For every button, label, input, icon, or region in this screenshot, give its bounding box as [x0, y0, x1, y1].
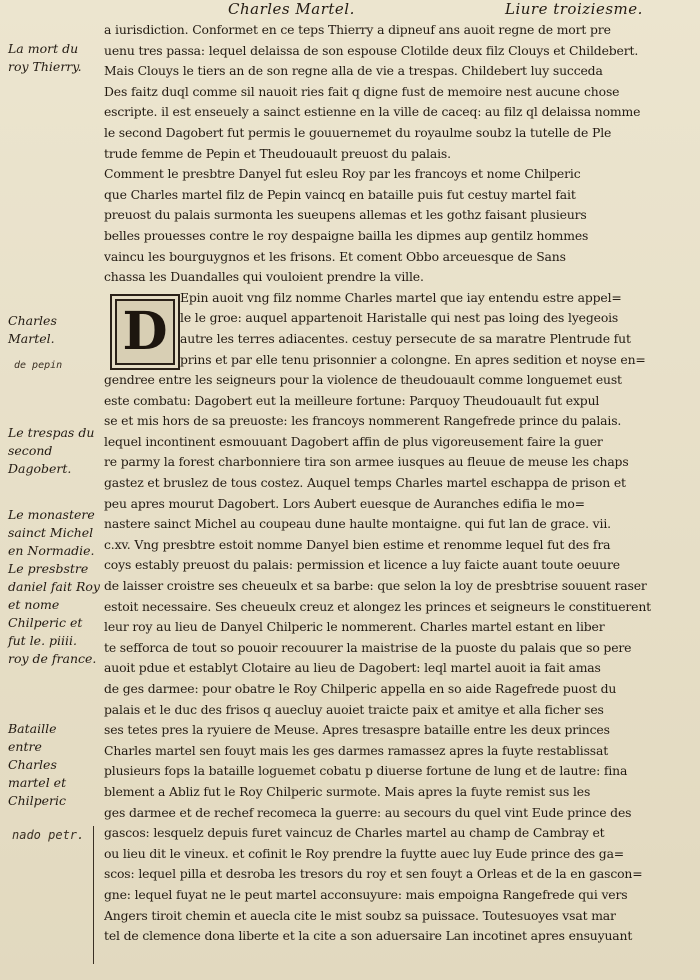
text-line: autre les terres adiacentes. cestuy persecute de sa maratre Plentrude fut [180, 330, 631, 346]
text-line: este combatu: Dagobert eut la meilleure fortune: Parquoy Theudouault fut expul [104, 392, 600, 408]
text-line: gne: lequel fuyat ne le peut martel acconsuyure: mais empoigna Rangefrede qui vers [104, 886, 628, 902]
text-line: palais et le duc des frisos q auecluy auoiet traicte paix et amitye et alla ficher ses [104, 701, 604, 717]
margin-note-battle: Bataille entre Charles martel et Chilperic [8, 721, 67, 808]
text-line: coys estably preuost du palais: permission et licence a luy faicte auant toute oeuure [104, 557, 620, 573]
text-line: escripte. il est enseuely a sainct estienne en la ville de caceq: au filz ql delaissa nomme [104, 104, 641, 120]
text-line: plusieurs fops la bataille loguemet cobatu p diuerse fortune de lung et de lautre: fina [104, 763, 628, 779]
text-line: de ges darmee: pour obatre le Roy Chilperic appella en so aide Ragefrede puost du [104, 681, 617, 696]
margin-note-death-thierry: La mort du roy Thierry. [8, 41, 82, 74]
margin-note-charles-martel: Charles Martel. [8, 313, 57, 346]
text-line: Des faitz duql comme sil nauoit ries fait q digne fust de memoire nest aucune chose [104, 83, 620, 99]
text-line: nastere sainct Michel au coupeau dune haulte montaigne. qui fut lan de grace. vii. [104, 516, 611, 532]
text-line: blement a Abliz fut le Roy Chilperic surmote. Mais apres la fuyte remist sus les [104, 783, 591, 799]
text-line: lequel incontinent esmouuant Dagobert affin de plus vigoreusement faire la guer [104, 433, 603, 449]
text-line: gendree entre les seigneurs pour la violence de theudouault comme longuemet eust [104, 372, 622, 388]
chapter-summary-line: vaincu les bourguygnos et les frisons. Et coment Obbo arceuesque de Sans [104, 248, 566, 264]
text-line: le second Dagobert fut permis le gouuernemet du royaulme soubz la tutelle de Ple [104, 124, 612, 140]
handwritten-bracket [93, 826, 104, 964]
text-line: ses tetes pres la ryuiere de Meuse. Apres tresaspre bataille entre les deux princes [104, 722, 610, 738]
text-line: de laisser croistre ses cheueulx et sa barbe: que selon la loy de presbtrise souuent raser [104, 578, 647, 594]
text-line: Epin auoit vng filz nomme Charles martel que iay entendu estre appel= [180, 289, 622, 305]
chapter-summary-line: Comment le presbtre Danyel fut esleu Roy par les francoys et nome Chilperic [104, 166, 581, 182]
body-text [104, 20, 694, 947]
text-line: c.xv. Vng presbtre estoit nomme Danyel bien estime et renomme lequel fut des fra [104, 536, 611, 552]
text-line: re parmy la forest charbonniere tira son armee iusques au fleuue de meuse les chaps [104, 454, 629, 470]
text-line: trude femme de Pepin et Theudouault preuost du palais. [104, 145, 451, 161]
running-head: Charles Martel. [228, 0, 355, 18]
text-line: a iurisdiction. Conformet en ce teps Thierry a dipneuf ans auoit regne de mort pre [104, 22, 611, 37]
margin-note-monastery-chilperic: Le monastere sainct Michel en Normadie. Le presbstre daniel fait Roy et nome Chilperic et fut le. piiii. roy de france. [8, 507, 100, 666]
text-line: ges darmee et de rechef recomeca la guerre: au secours du quel vint Eude prince des [104, 804, 632, 820]
margin-note-death-dagobert: Le trespas du second Dagobert. [8, 425, 95, 476]
text-line: te sefforca de tout so pouoir recouurer la maistrise de la puoste du palais que so pere [104, 639, 632, 655]
text-line: tel de clemence dona liberte et la cite a son aduersaire Lan incotinet apres ensuyuant [104, 928, 633, 944]
book-number: Liure troiziesme. [505, 0, 643, 18]
chapter-summary-line: chassa les Duandalles qui vouloient prendre la ville. [104, 269, 424, 285]
text-line: le le groe: auquel appartenoit Haristalle qui nest pas loing des lyegeois [180, 310, 619, 326]
chapter-summary-line: que Charles martel filz de Pepin vaincq en bataille puis fut cestuy martel fait [104, 186, 576, 202]
text-line: se et mis hors de sa preuoste: les francoys nommerent Rangefrede prince du palais. [104, 413, 622, 429]
text-line: scos: lequel pilla et desroba les tresors du roy et sen fouyt a Orleas et de la en gascon= [104, 866, 643, 882]
text-line: leur roy au lieu de Danyel Chilperic le nommerent. Charles martel estant en liber [104, 619, 605, 635]
decorated-initial: D [110, 294, 180, 370]
text-line: uenu tres passa: lequel delaissa de son espouse Clotilde deux filz Clouys et Childebert. [104, 42, 639, 58]
text-line: peu apres mourut Dagobert. Lors Aubert euesque de Auranches edifia le mo= [104, 495, 585, 511]
text-line: estoit necessaire. Ses cheueulx creuz et alongez les princes et seigneurs le constituerent [104, 598, 651, 614]
text-line: Mais Clouys le tiers an de son regne alla de vie a trespas. Childebert luy succeda [104, 63, 603, 79]
chapter-summary-line: preuost du palais surmonta les sueupens allemas et les gothz faisant plusieurs [104, 207, 587, 223]
text-line: ou lieu dit le vineux. et cofinit le Roy prendre la fuytte auec luy Eude prince des ga= [104, 845, 625, 861]
chapter-summary-line: belles prouesses contre le roy despaigne bailla les dipmes aup gentilz hommes [104, 227, 589, 243]
handwritten-annotation-lower: nado petr. [12, 828, 85, 842]
text-line: gascos: lesquelz depuis furet vaincuz de Charles martel au champ de Cambray et [104, 825, 605, 841]
text-line: auoit pdue et establyt Clotaire au lieu de Dagobert: leql martel auoit ia fait amas [104, 660, 601, 676]
handwritten-annotation-pepin: de pepin [14, 360, 63, 371]
text-line: Angers tiroit chemin et auecla cite le mist soubz sa puissace. Toutesuoyes vsat mar [104, 907, 616, 923]
text-line: Charles martel sen fouyt mais les ges darmes ramassez apres la fuyte restablissat [104, 742, 609, 758]
text-line: gastez et bruslez de tous costez. Auquel temps Charles martel eschappa de prison et [104, 475, 626, 491]
text-line: prins et par elle tenu prisonnier a colongne. En apres sedition et noyse en= [180, 351, 646, 367]
